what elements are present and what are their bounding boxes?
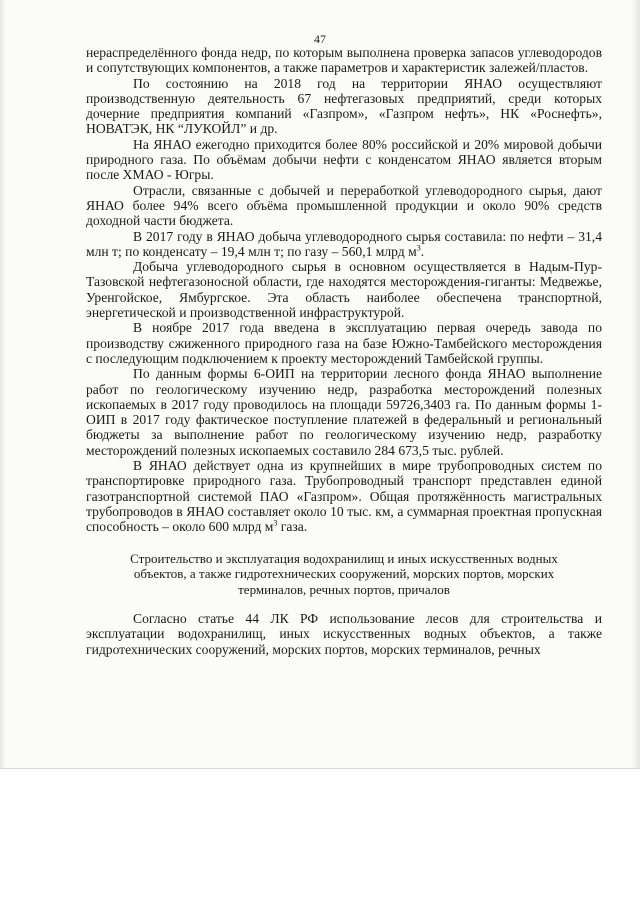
paragraph-6-oip: По данным формы 6-ОИП на территории лесного фонда ЯНАО выполнение работ по геологическому изучению недр, разработка месторождений полезных ископаемых в 2017 году проводилось на площади 59726,3403 га. По данным формы 1-ОИП в 2017 году фактическое поступление платежей в федеральный и региональный бюджеты за выполнение работ по геологическому изучению недр, разработку месторождений полезных ископаемых составило 284 673,5 тыс. рублей. [86,366,602,458]
paragraph-pipelines [86,458,602,534]
paragraph-companies: По состоянию на 2018 год на территории ЯНАО осуществляют производственную деятельность 67 нефтегазовых предприятий, среди которых дочерние предприятия компаний «Газпром», «Газпром нефть», НК «Роснефть», НОВАТЭК, НК “ЛУКОЙЛ” и др. [86,75,602,137]
paragraph-industry-share: Отрасли, связанные с добычей и переработкой углеводородного сырья, дают ЯНАО более 94% всего объёма промышленной продукции и около 90% средств доходной части бюджета. [86,182,602,229]
page-number: 47 [314,32,326,46]
paragraph-nadym-pur-taz: Добыча углеводородного сырья в основном осуществляется в Надым-Пур-Тазовской нефтегазоносной области, где находятся месторождения-гиганты: Медвежье, Уренгойское, Ямбургское. Эта область наиболее обеспечена транспортной, энергетической и производственной инфраструктурой. [86,259,602,321]
paragraph-production-2017 [86,229,602,260]
section-heading: Строительство и эксплуатация водохранилищ и иных искусственных водных объектов, а также гидротехнических сооружений, морских портов, морских терминалов, речных портов, причалов [130,550,558,597]
document-body [86,45,602,657]
pipeline-text: В ЯНАО действует одна из крупнейших в мире трубопроводных систем по транспортировке природного газа. Трубопроводный транспорт представлен единой газотранспортной системой ПАО «Газпром». Общая протяжённость магистральных трубопроводов в ЯНАО составляет около 10 тыс. км, а суммарная проектная пропускная способность – около 600 млрд м [86,458,602,535]
production-tail: . [420,243,425,259]
scan-shadow-left [0,0,6,768]
paragraph-continuation: нераспределённого фонда недр, по которым выполнена проверка запасов углеводородов и сопутствующих компонентов, а также параметров и характеристик залежей/пластов. [86,45,602,76]
paragraph-article-44: Согласно статье 44 ЛК РФ использование лесов для строительства и эксплуатации водохранилищ, иных искусственных водных объектов, а также гидротехнических сооружений, морских портов, морских терминалов, речных [86,611,602,657]
paragraph-lng-plant: В ноябре 2017 года введена в эксплуатацию первая очередь завода по производству сжиженного природного газа на базе Южно-Тамбейского месторождения с последующим подключением к проекту месторождений Тамбейской группы. [86,320,602,366]
pipeline-unit-superscript: 3 [273,518,278,528]
scan-shadow-right [632,0,640,768]
pipeline-tail: газа. [277,519,308,535]
production-unit-superscript: 3 [416,243,421,253]
paragraph-gas-share: На ЯНАО ежегодно приходится более 80% российской и 20% мировой добычи природного газа. По объёмам добычи нефти с конденсатом ЯНАО является вторым после ХМАО - Югры. [86,136,602,183]
production-text: В 2017 году в ЯНАО добыча углеводородного сырья составила: по нефти – 31,4 млн т; по конденсату – 19,4 млн т; по газу – 560,1 млрд м [86,228,602,259]
